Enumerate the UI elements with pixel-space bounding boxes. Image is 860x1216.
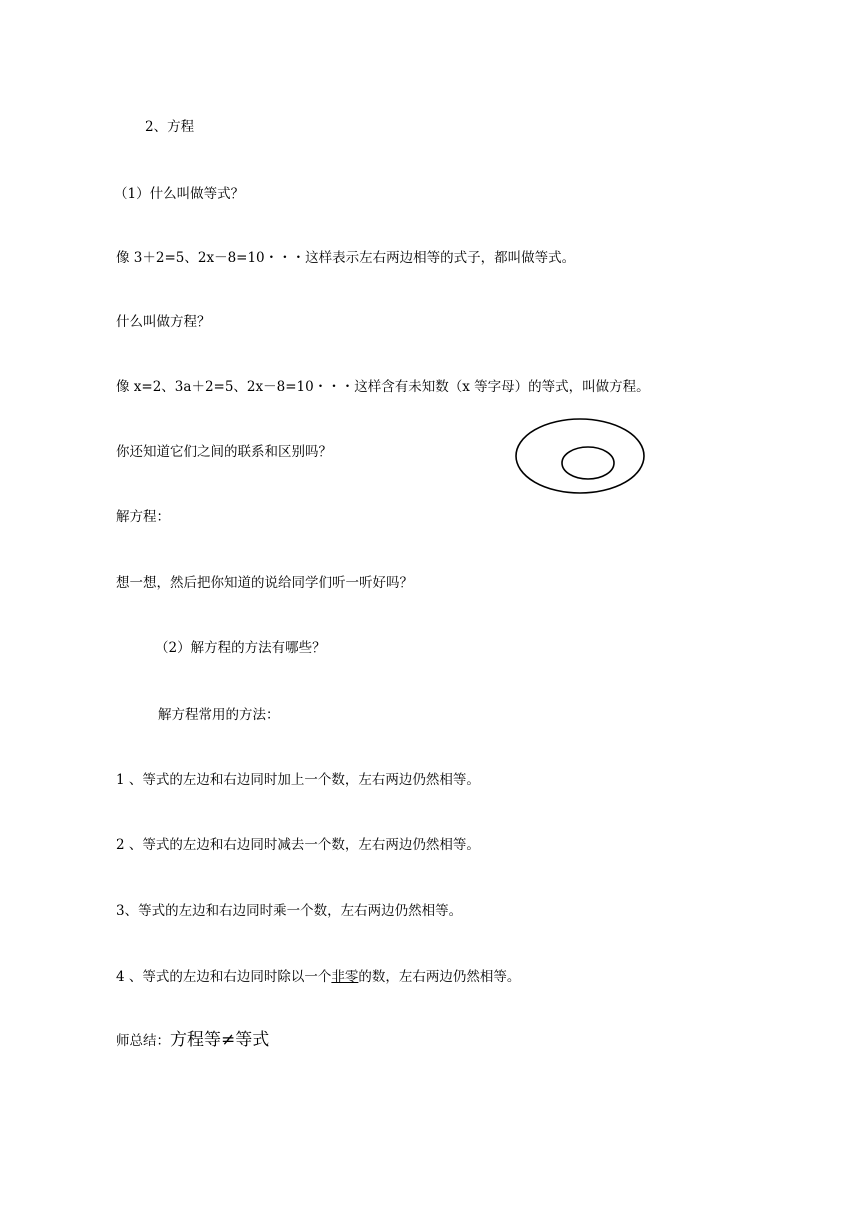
think-prompt: 想一想，然后把你知道的说给同学们听一听好吗？: [116, 575, 413, 591]
rule-4-underlined: 非零: [331, 969, 359, 985]
section-title: 2、方程: [145, 119, 195, 135]
methods-title: 解方程常用的方法：: [158, 707, 280, 723]
rule-2: 2 、等式的左边和右边同时减去一个数，左右两边仍然相等。: [116, 837, 480, 853]
relation-question: 你还知道它们之间的联系和区别吗？: [116, 444, 332, 460]
rule-1: 1 、等式的左边和右边同时加上一个数，左右两边仍然相等。: [116, 772, 480, 788]
venn-diagram-icon: [514, 416, 648, 496]
rule-3: 3、等式的左边和右边同时乘一个数，左右两边仍然相等。: [116, 903, 463, 919]
question-solving-methods: （2）解方程的方法有哪些？: [155, 640, 326, 656]
rule-4-before: 4 、等式的左边和右边同时除以一个: [116, 969, 332, 985]
equality-definition: 像 3＋2=5、2x－8=10・・・这样表示左右两边相等的式子，都叫做等式。: [116, 250, 576, 266]
summary-label: 师总结：: [116, 1033, 170, 1049]
teacher-summary: [116, 1031, 269, 1050]
summary-text: 方程等≠等式: [170, 1030, 270, 1050]
outer-ellipse: [516, 419, 644, 493]
rule-4-after: 的数，左右两边仍然相等。: [358, 969, 521, 985]
equation-definition: 像 x=2、3a＋2=5、2x－8=10・・・这样含有未知数（x 等字母）的等式，叫做方程。: [116, 379, 650, 395]
rule-4: [116, 968, 520, 986]
inner-ellipse: [562, 447, 614, 479]
question-what-is-equation: 什么叫做方程？: [116, 314, 211, 330]
question-what-is-equality: （1）什么叫做等式？: [114, 186, 245, 202]
solve-equation-label: 解方程：: [116, 509, 170, 525]
